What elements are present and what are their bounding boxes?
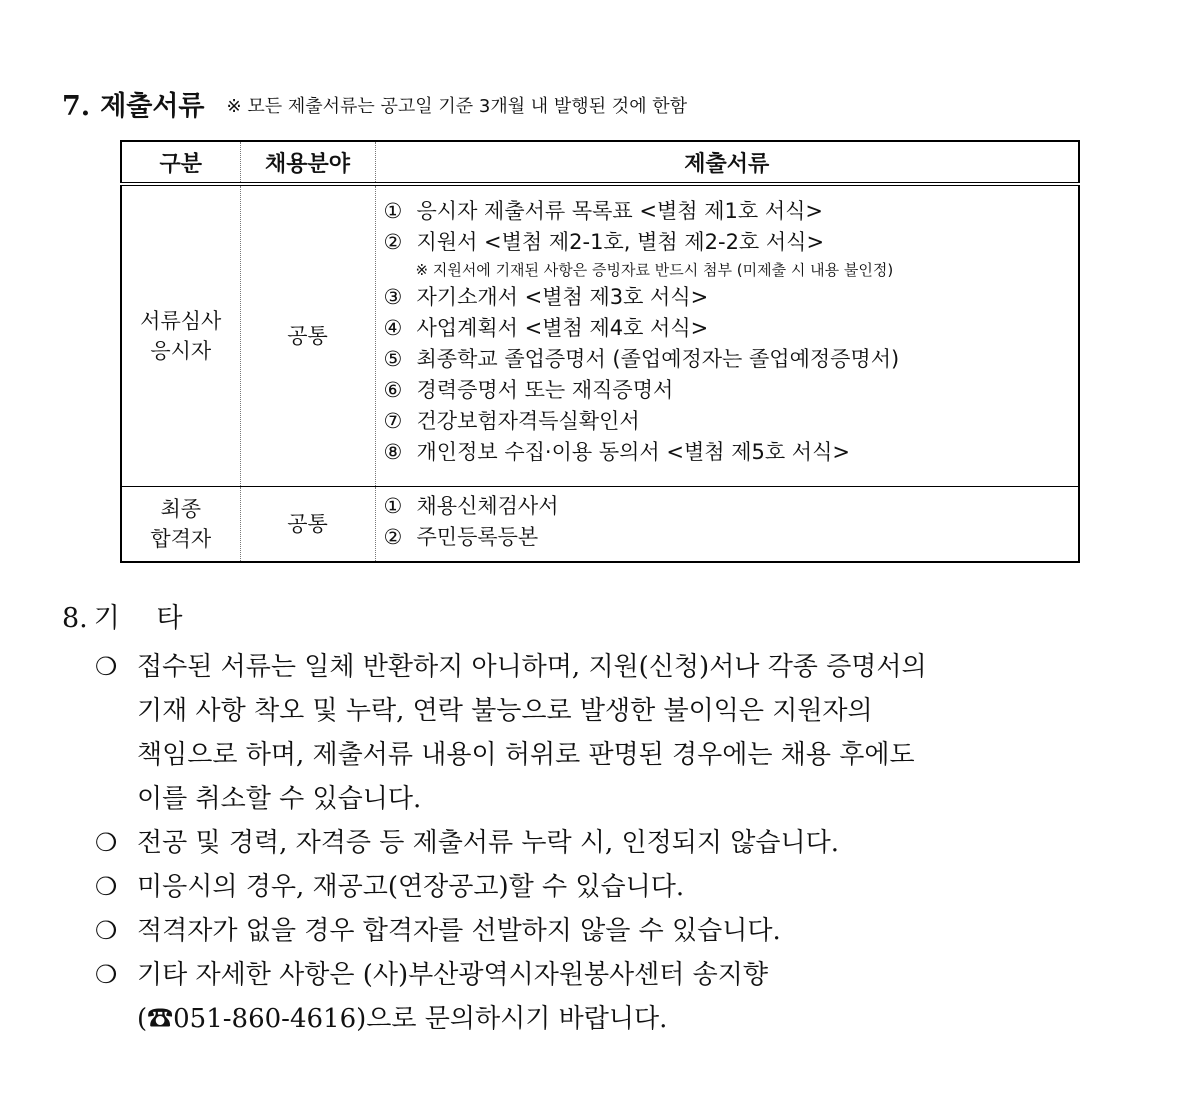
item-marker: ①	[383, 199, 403, 223]
item-text: 최종학교 졸업증명서 (졸업예정자는 졸업예정증명서)	[416, 347, 900, 371]
list-item	[95, 953, 1095, 1041]
item-marker: ⑥	[383, 378, 403, 402]
item-marker: ②	[383, 230, 403, 254]
item-text: 건강보험자격득실확인서	[416, 409, 640, 433]
bullet-icon: ❍	[95, 828, 118, 857]
bullet-icon: ❍	[95, 960, 118, 989]
document-item	[384, 227, 1079, 258]
item-text: 주민등록등본	[416, 525, 539, 549]
document-item	[384, 313, 1079, 344]
item-marker: ①	[383, 494, 403, 518]
item-text: 개인정보 수집·이용 동의서 <별첨 제5호 서식>	[416, 440, 850, 464]
category-line: 서류심사	[140, 308, 222, 333]
document-note: ※ 지원서에 기재된 사항은 증빙자료 반드시 첨부 (미제출 시 내용 불인정)	[415, 261, 894, 279]
bullet-icon: ❍	[95, 916, 118, 945]
item-marker: ②	[383, 525, 403, 549]
item-line: 미응시의 경우, 재공고(연장공고)할 수 있습니다.	[137, 872, 685, 902]
item-line: 적격자가 없을 경우 합격자를 선발하지 않을 수 있습니다.	[137, 916, 781, 946]
list-item	[95, 909, 1095, 953]
list-item	[95, 645, 1095, 821]
document-item	[384, 196, 1079, 227]
bullet-icon: ❍	[95, 652, 118, 681]
item-line: 책임으로 하며, 제출서류 내용이 허위로 판명된 경우에는 채용 후에도	[137, 740, 915, 770]
item-text: 지원서 <별첨 제2-1호, 별첨 제2-2호 서식>	[416, 230, 825, 254]
item-marker: ④	[383, 316, 403, 340]
document-item	[384, 437, 1079, 468]
item-marker: ⑧	[383, 440, 403, 464]
section-7-heading	[62, 84, 687, 123]
document-item	[384, 491, 1079, 522]
document-item	[384, 282, 1079, 313]
item-text: 사업계획서 <별첨 제4호 서식>	[416, 316, 709, 340]
item-line: 기재 사항 착오 및 누락, 연락 불능으로 발생한 불이익은 지원자의	[137, 696, 873, 726]
item-line: 전공 및 경력, 자격증 등 제출서류 누락 시, 인정되지 않습니다.	[137, 828, 839, 858]
section-title: 제출서류	[100, 91, 205, 122]
field-cell: 공통	[240, 487, 375, 563]
section-number: 8.	[62, 603, 88, 634]
document-item	[384, 375, 1079, 406]
item-line: 이를 취소할 수 있습니다.	[137, 784, 422, 814]
category-line: 최종	[160, 496, 202, 521]
list-item	[95, 821, 1095, 865]
category-line: 합격자	[150, 527, 212, 551]
documents-cell	[375, 184, 1079, 487]
item-text: 응시자 제출서류 목록표 <별첨 제1호 서식>	[416, 199, 824, 223]
header-documents: 제출서류	[375, 141, 1079, 184]
bullet-icon: ❍	[95, 872, 118, 901]
category-cell	[121, 487, 240, 563]
category-cell	[121, 184, 240, 487]
item-line: (☎051-860-4616)으로 문의하시기 바랍니다.	[137, 1004, 668, 1034]
item-marker: ⑤	[383, 347, 403, 371]
table-header-row	[121, 141, 1079, 184]
section-number: 7.	[62, 91, 91, 122]
documents-cell	[375, 487, 1079, 563]
table-row	[121, 184, 1079, 487]
field-cell: 공통	[240, 184, 375, 487]
item-line: 기타 자세한 사항은 (사)부산광역시자원봉사센터 송지향	[137, 960, 769, 990]
notice-list	[95, 645, 1095, 1041]
item-text: 채용신체검사서	[416, 494, 559, 518]
section-note: ※ 모든 제출서류는 공고일 기준 3개월 내 발행된 것에 한함	[226, 96, 688, 117]
document-item	[384, 522, 1079, 553]
category-line: 응시자	[150, 339, 212, 363]
document-item	[384, 344, 1079, 375]
section-title: 기 타	[93, 603, 197, 634]
table-row	[121, 487, 1079, 563]
list-item	[95, 865, 1095, 909]
item-marker: ③	[383, 285, 403, 309]
item-text: 경력증명서 또는 재직증명서	[416, 378, 674, 402]
item-text: 자기소개서 <별첨 제3호 서식>	[416, 285, 709, 309]
item-line: 접수된 서류는 일체 반환하지 아니하며, 지원(신청)서나 각종 증명서의	[137, 652, 927, 682]
section-8-heading	[62, 596, 197, 635]
document-item	[384, 406, 1079, 437]
documents-table	[120, 140, 1080, 563]
header-field: 채용분야	[240, 141, 375, 184]
item-marker: ⑦	[383, 409, 403, 433]
header-category: 구분	[121, 141, 240, 184]
